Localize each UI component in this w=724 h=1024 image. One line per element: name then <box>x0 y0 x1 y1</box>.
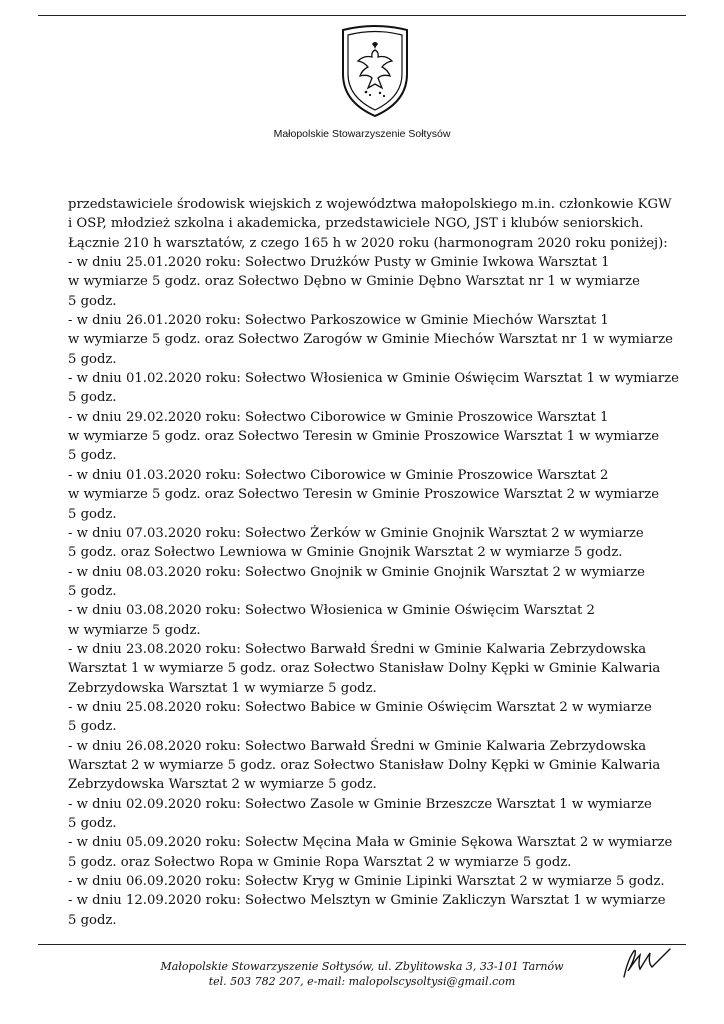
schedule-entry-line: Zebrzydowska Warsztat 2 w wymiarze 5 godz. <box>68 777 377 793</box>
schedule-entry <box>68 737 680 795</box>
schedule-entry-line: - w dniu 05.09.2020 roku: Sołectw Męcina Mała w Gminie Sękowa Warsztat 2 w wymiarze <box>68 835 673 851</box>
intro-line: przedstawiciele środowisk wiejskich z województwa małopolskiego m.in. członkowie KGW <box>68 197 672 212</box>
schedule-entry <box>68 253 680 311</box>
schedule-entry-line: Warsztat 2 w wymiarze 5 godz. oraz Sołectwo Stanisław Dolny Kępki w Gminie Kalwaria <box>68 757 661 773</box>
schedule-entry-line: 5 godz. oraz Sołectwo Ropa w Gminie Ropa Warsztat 2 w wymiarze 5 godz. <box>68 854 572 870</box>
crest-icon <box>337 22 413 120</box>
schedule-entry <box>68 524 680 563</box>
schedule-entry-line: w wymiarze 5 godz. <box>68 622 201 638</box>
schedule-entry-line: - w dniu 01.02.2020 roku: Sołectwo Włosienica w Gminie Oświęcim Warsztat 1 w wymiarze <box>68 371 679 387</box>
schedule-entry-line: - w dniu 26.08.2020 roku: Sołectwo Barwałd Średni w Gminie Kalwaria Zebrzydowska <box>68 738 647 754</box>
schedule-entry-line: - w dniu 29.02.2020 roku: Sołectwo Ciborowice w Gminie Proszowice Warsztat 1 <box>68 409 609 425</box>
organization-name: Małopolskie Stowarzyszenie Sołtysów <box>273 128 451 140</box>
signature-icon <box>610 945 676 979</box>
schedule-entry-line: 5 godz. <box>68 390 117 406</box>
schedule-entry-line: - w dniu 01.03.2020 roku: Sołectwo Ciborowice w Gminie Proszowice Warsztat 2 <box>68 467 609 483</box>
schedule-entry <box>68 640 680 698</box>
schedule-entry-line: 5 godz. oraz Sołectwo Lewniowa w Gminie Gnojnik Warsztat 2 w wymiarze 5 godz. <box>68 545 623 561</box>
schedule-entry-line: - w dniu 02.09.2020 roku: Sołectwo Zasole w Gminie Brzeszcze Warsztat 1 w wymiarze <box>68 796 652 812</box>
workshop-schedule-list <box>68 253 680 930</box>
schedule-entry-line: 5 godz. <box>68 583 117 599</box>
schedule-entry-line: Zebrzydowska Warsztat 1 w wymiarze 5 godz. <box>68 680 377 696</box>
schedule-entry-line: - w dniu 06.09.2020 roku: Sołectw Kryg w Gminie Lipinki Warsztat 2 w wymiarze 5 godz. <box>68 874 665 890</box>
schedule-entry-line: - w dniu 07.03.2020 roku: Sołectwo Żerków w Gminie Gnojnik Warsztat 2 w wymiarze <box>68 525 644 541</box>
schedule-entry-line: 5 godz. <box>68 719 117 735</box>
schedule-entry <box>68 698 680 737</box>
schedule-entry-line: - w dniu 26.01.2020 roku: Sołectwo Parkoszowice w Gminie Miechów Warsztat 1 <box>68 313 609 329</box>
footer-address: Małopolskie Stowarzyszenie Sołtysów, ul. Zbylitowska 3, 33-101 Tarnów <box>160 960 564 973</box>
schedule-entry-line: 5 godz. <box>68 293 117 309</box>
schedule-entry-line: - w dniu 23.08.2020 roku: Sołectwo Barwałd Średni w Gminie Kalwaria Zebrzydowska <box>68 641 647 657</box>
schedule-entry-line: - w dniu 08.03.2020 roku: Sołectwo Gnojnik w Gminie Gnojnik Warsztat 2 w wymiarze <box>68 564 645 580</box>
schedule-entry-line: w wymiarze 5 godz. oraz Sołectwo Dębno w Gminie Dębno Warsztat nr 1 w wymiarze <box>68 274 640 290</box>
schedule-entry <box>68 369 680 408</box>
schedule-entry-line: 5 godz. <box>68 448 117 464</box>
schedule-entry-line: w wymiarze 5 godz. oraz Sołectwo Zarogów w Gminie Miechów Warsztat nr 1 w wymiarze <box>68 332 673 348</box>
schedule-entry <box>68 872 680 891</box>
top-rule <box>38 15 686 16</box>
schedule-entry <box>68 833 680 872</box>
schedule-entry-line: - w dniu 12.09.2020 roku: Sołectwo Melsztyn w Gminie Zakliczyn Warsztat 1 w wymiarze <box>68 893 666 909</box>
schedule-entry <box>68 563 680 602</box>
schedule-entry-line: - w dniu 25.08.2020 roku: Sołectwo Babice w Gminie Oświęcim Warsztat 2 w wymiarze <box>68 699 652 715</box>
schedule-entry <box>68 408 680 466</box>
schedule-entry-line: 5 godz. <box>68 506 117 522</box>
schedule-entry-line: Warsztat 1 w wymiarze 5 godz. oraz Sołectwo Stanisław Dolny Kępki w Gminie Kalwaria <box>68 661 661 677</box>
schedule-entry-line: w wymiarze 5 godz. oraz Sołectwo Teresin w Gminie Proszowice Warsztat 1 w wymiarze <box>68 429 660 445</box>
document-body <box>68 195 680 930</box>
schedule-entry <box>68 601 680 640</box>
schedule-entry-line: - w dniu 25.01.2020 roku: Sołectwo Drużków Pusty w Gminie Iwkowa Warsztat 1 <box>68 255 610 271</box>
bottom-rule <box>38 944 686 945</box>
intro-line: Łącznie 210 h warsztatów, z czego 165 h w 2020 roku (harmonogram 2020 roku poniżej): <box>68 235 668 251</box>
schedule-entry <box>68 795 680 834</box>
intro-paragraph <box>68 195 680 253</box>
intro-line: i OSP, młodzież szkolna i akademicka, przedstawiciele NGO, JST i klubów seniorskich. <box>68 216 644 232</box>
schedule-entry <box>68 311 680 369</box>
schedule-entry-line: - w dniu 03.08.2020 roku: Sołectwo Włosienica w Gminie Oświęcim Warsztat 2 <box>68 603 595 619</box>
schedule-entry <box>68 891 680 930</box>
schedule-entry <box>68 466 680 524</box>
schedule-entry-line: 5 godz. <box>68 816 117 831</box>
schedule-entry-line: w wymiarze 5 godz. oraz Sołectwo Teresin w Gminie Proszowice Warsztat 2 w wymiarze <box>68 487 660 503</box>
schedule-entry-line: 5 godz. <box>68 912 117 928</box>
schedule-entry-line: 5 godz. <box>68 351 117 367</box>
footer-contact: tel. 503 782 207, e-mail: malopolscysoltysi@gmail.com <box>208 975 516 988</box>
